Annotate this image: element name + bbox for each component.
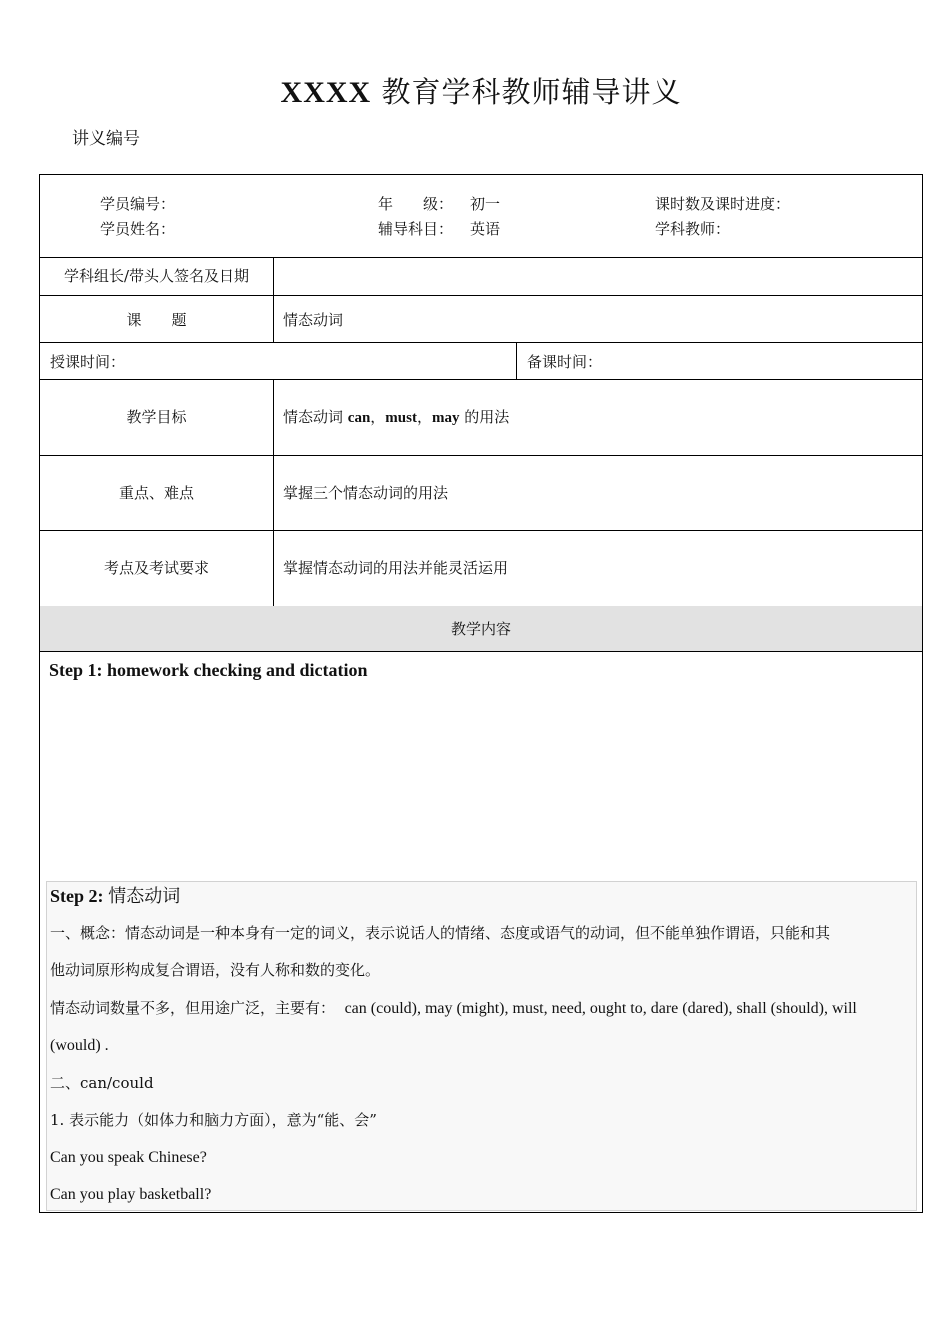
title-main: 教育学科教师辅导讲义: [381, 75, 682, 109]
key-points-label: 重点、难点: [118, 484, 194, 502]
exam-requirements-value: 掌握情态动词的用法并能灵活运用: [283, 559, 509, 577]
document-title: [0, 70, 950, 111]
teaching-time-label: 授课时间：: [50, 353, 126, 371]
lesson-form-table: [39, 174, 923, 1213]
student-name-label: 学员姓名：: [100, 220, 176, 238]
hours-progress-label: 课时数及课时进度：: [655, 195, 791, 213]
grade-value: 初一: [470, 195, 501, 213]
step2-heading: Step 2: 情态动词: [50, 886, 181, 907]
teaching-goal-value: 情态动词 can，must，may 的用法: [283, 408, 510, 426]
step1-heading: Step 1: homework checking and dictation: [49, 660, 368, 680]
subject-teacher-label: 学科教师：: [655, 220, 731, 238]
grade-label: 年 级：: [378, 195, 454, 213]
modals-list: can (could), may (might), must, need, ought to, dare (dared), shall (should), will: [344, 1000, 857, 1017]
handout-number-label: 讲义编号: [72, 129, 140, 149]
title-prefix: XXXX: [280, 76, 372, 109]
prep-time-label: 备课时间：: [527, 353, 603, 371]
exam-requirements-label: 考点及考试要求: [103, 559, 209, 577]
section-can-could: 二、can/could: [50, 1074, 154, 1092]
step2-content-panel: [46, 881, 917, 1211]
modals-list-end: (would) .: [50, 1037, 109, 1054]
leader-sign-label: 学科组长/带头人签名及日期: [63, 267, 250, 285]
example-sentence-2: Can you play basketball?: [50, 1186, 212, 1203]
topic-label: 课 题: [126, 311, 187, 329]
content-header: 教学内容: [450, 620, 511, 638]
subject-value: 英语: [470, 220, 501, 238]
student-id-label: 学员编号：: [100, 195, 176, 213]
can-ability-rule: 1. 表示能力（如体力和脑力方面），意为“能、会”: [50, 1111, 377, 1129]
example-sentence-1: Can you speak Chinese?: [50, 1149, 207, 1166]
topic-value: 情态动词: [283, 311, 344, 329]
modals-intro: 情态动词数量不多，但用途广泛，主要有： can (could), may (might), must, need, ought to, dare (dared), shall (should), will: [50, 999, 857, 1017]
teaching-goal-label: 教学目标: [126, 408, 187, 426]
concept-line-1: 一、概念：情态动词是一种本身有一定的词义，表示说话人的情绪、态度或语气的动词，但不能单独作谓语，只能和其: [50, 924, 831, 942]
key-points-value: 掌握三个情态动词的用法: [283, 484, 449, 502]
subject-label: 辅导科目：: [378, 220, 454, 238]
concept-line-2: 他动词原形构成复合谓语，没有人称和数的变化。: [50, 961, 381, 979]
